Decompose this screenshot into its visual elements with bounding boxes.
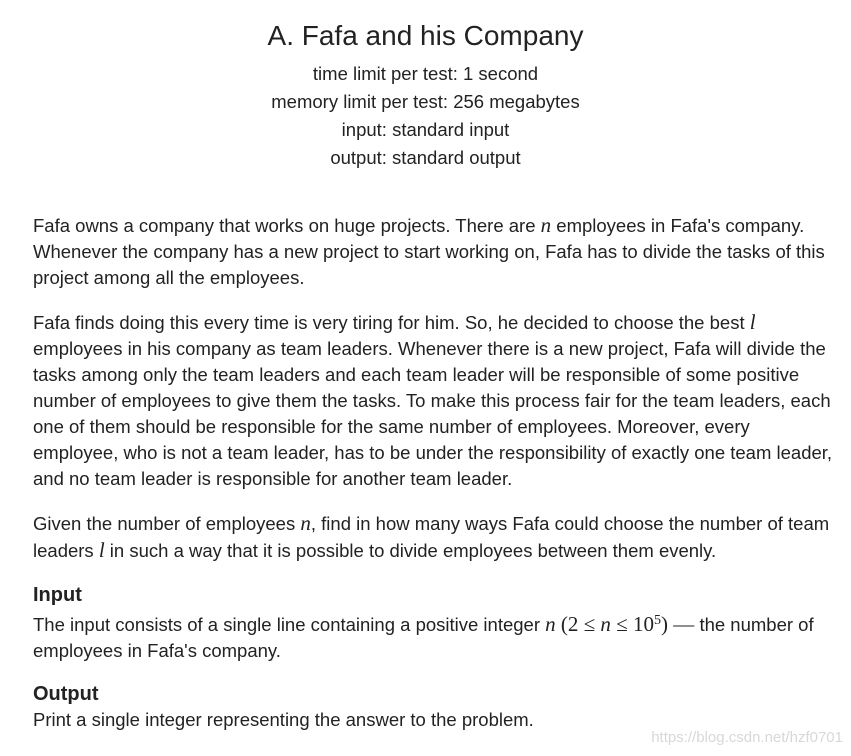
text: in such a way that it is possible to divide employees between them evenly. [104,540,717,561]
input-spec: input: standard input [341,119,510,140]
memory-limit: memory limit per test: 256 megabytes [271,91,580,112]
text: the number of employees in Fafa's company. [33,614,814,661]
text: employees in his company as team leaders. Whenever there is a new project, Fafa will divide the tasks among only the team leaders and each team leader will be responsible of some positive number of employees to give them the tasks. To make this process fair for the team leaders, each one of them should be responsible for the same number of employees. Moreover, every employee, who is not a team leader, has to be under the responsibility of exactly one team leader, and no team leader is responsible for another team leader. [33,338,833,489]
input-description [33,608,833,664]
math-exponent: 5 [653,613,661,628]
math-le: ≤ 10 [610,612,654,636]
output-spec: output: standard output [330,147,521,168]
output-heading: Output [33,683,99,705]
text: The input consists of a single line containing a positive integer [33,614,546,635]
statement-paragraph-1 [33,212,833,291]
math-close: ) [660,612,668,636]
text: Given the number of employees [33,513,301,534]
watermark: https://blog.csdn.net/hzf0701 [651,729,843,746]
math-open: (2 ≤ [555,612,601,636]
math-var-n: n [600,612,611,636]
text: , find in how many ways Fafa could choose the number of team leaders [33,513,830,561]
problem-title: A. Fafa and his Company [267,20,584,51]
math-dash: — [667,612,700,636]
statement-paragraph-2 [33,309,833,492]
math-var-n: n [540,213,552,237]
time-limit: time limit per test: 1 second [312,63,539,84]
math-var-l: l [749,310,756,334]
input-heading: Input [33,584,82,606]
text: Fafa finds doing this every time is very tiring for him. So, he decided to choose the best [33,312,750,333]
math-var-l: l [98,538,105,562]
text: Fafa owns a company that works on huge projects. There are [33,215,541,236]
output-description: Print a single integer representing the answer to the problem. [33,709,534,730]
text: employees in Fafa's company. Whenever the company has a new project to start working on, Fafa has to divide the tasks of this project among all the employees. [33,215,825,288]
math-var-n: n [300,511,311,535]
statement-paragraph-3 [33,510,833,564]
problem-statement [33,212,833,750]
problem-header [0,18,851,172]
math-var-n: n [545,612,556,636]
